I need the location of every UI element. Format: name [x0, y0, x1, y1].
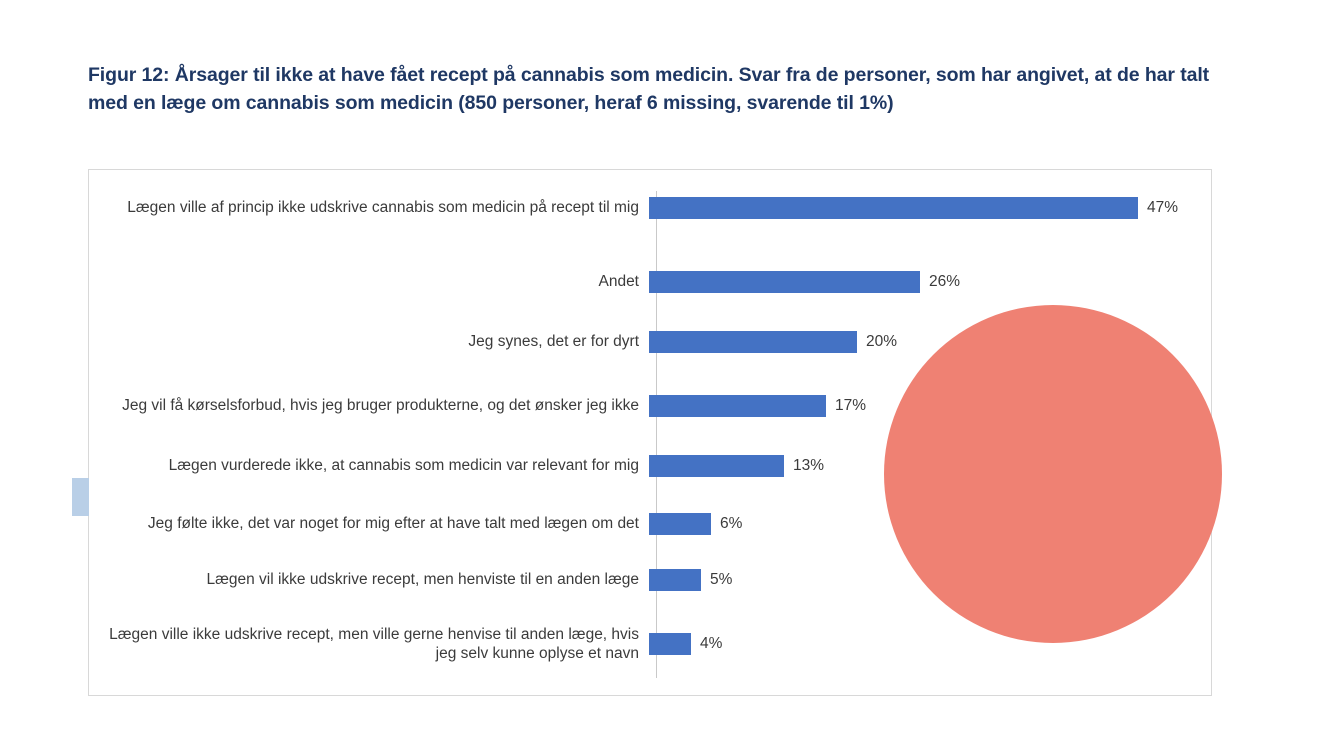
bar-value-label: 17% [835, 397, 867, 414]
category-label: Jeg vil få kørselsforbud, hvis jeg bruger produkterne, og det ønsker jeg ikke [122, 397, 639, 415]
category-label: Lægen ville ikke udskrive recept, men ville gerne henvise til anden læge, hvis jeg selv kunne oplyse et navn [109, 625, 639, 662]
bar-value-label: 26% [929, 273, 961, 290]
bar-value-label: 20% [866, 333, 898, 350]
red-circle-overlay[interactable] [884, 305, 1222, 643]
selection-handle[interactable] [72, 478, 89, 516]
bar[interactable] [649, 455, 784, 477]
bar-wrap [649, 178, 1211, 238]
bar-wrap [649, 262, 1211, 302]
bar[interactable] [649, 331, 857, 353]
bar-value-label: 47% [1147, 199, 1179, 216]
category-label: Lægen vurderede ikke, at cannabis som medicin var relevant for mig [168, 457, 639, 475]
bar-row [89, 262, 1211, 302]
bar[interactable] [649, 271, 920, 293]
bar-value-label: 13% [793, 457, 825, 474]
bar-value-label: 5% [710, 571, 733, 588]
bar[interactable] [649, 395, 826, 417]
category-label: Lægen ville af princip ikke udskrive cannabis som medicin på recept til mig [127, 199, 639, 217]
bar-value-label: 4% [700, 635, 723, 652]
bar[interactable] [649, 633, 691, 655]
page-title: Figur 12: Årsager til ikke at have fået recept på cannabis som medicin. Svar fra de personer, som har angivet, at de har talt med en læge om cannabis som medicin (850 personer, heraf 6 missing, svarende til 1%) [88, 64, 1210, 114]
bar-value-label: 6% [720, 515, 743, 532]
bar[interactable] [649, 197, 1138, 219]
category-label: Lægen vil ikke udskrive recept, men henviste til en anden læge [206, 571, 639, 589]
category-label: Andet [598, 273, 639, 291]
category-label: Jeg synes, det er for dyrt [468, 333, 639, 351]
bar[interactable] [649, 513, 711, 535]
bar[interactable] [649, 569, 701, 591]
bar-wrap [649, 620, 1211, 668]
category-label: Jeg følte ikke, det var noget for mig efter at have talt med lægen om det [147, 515, 639, 533]
bar-row [89, 178, 1211, 238]
